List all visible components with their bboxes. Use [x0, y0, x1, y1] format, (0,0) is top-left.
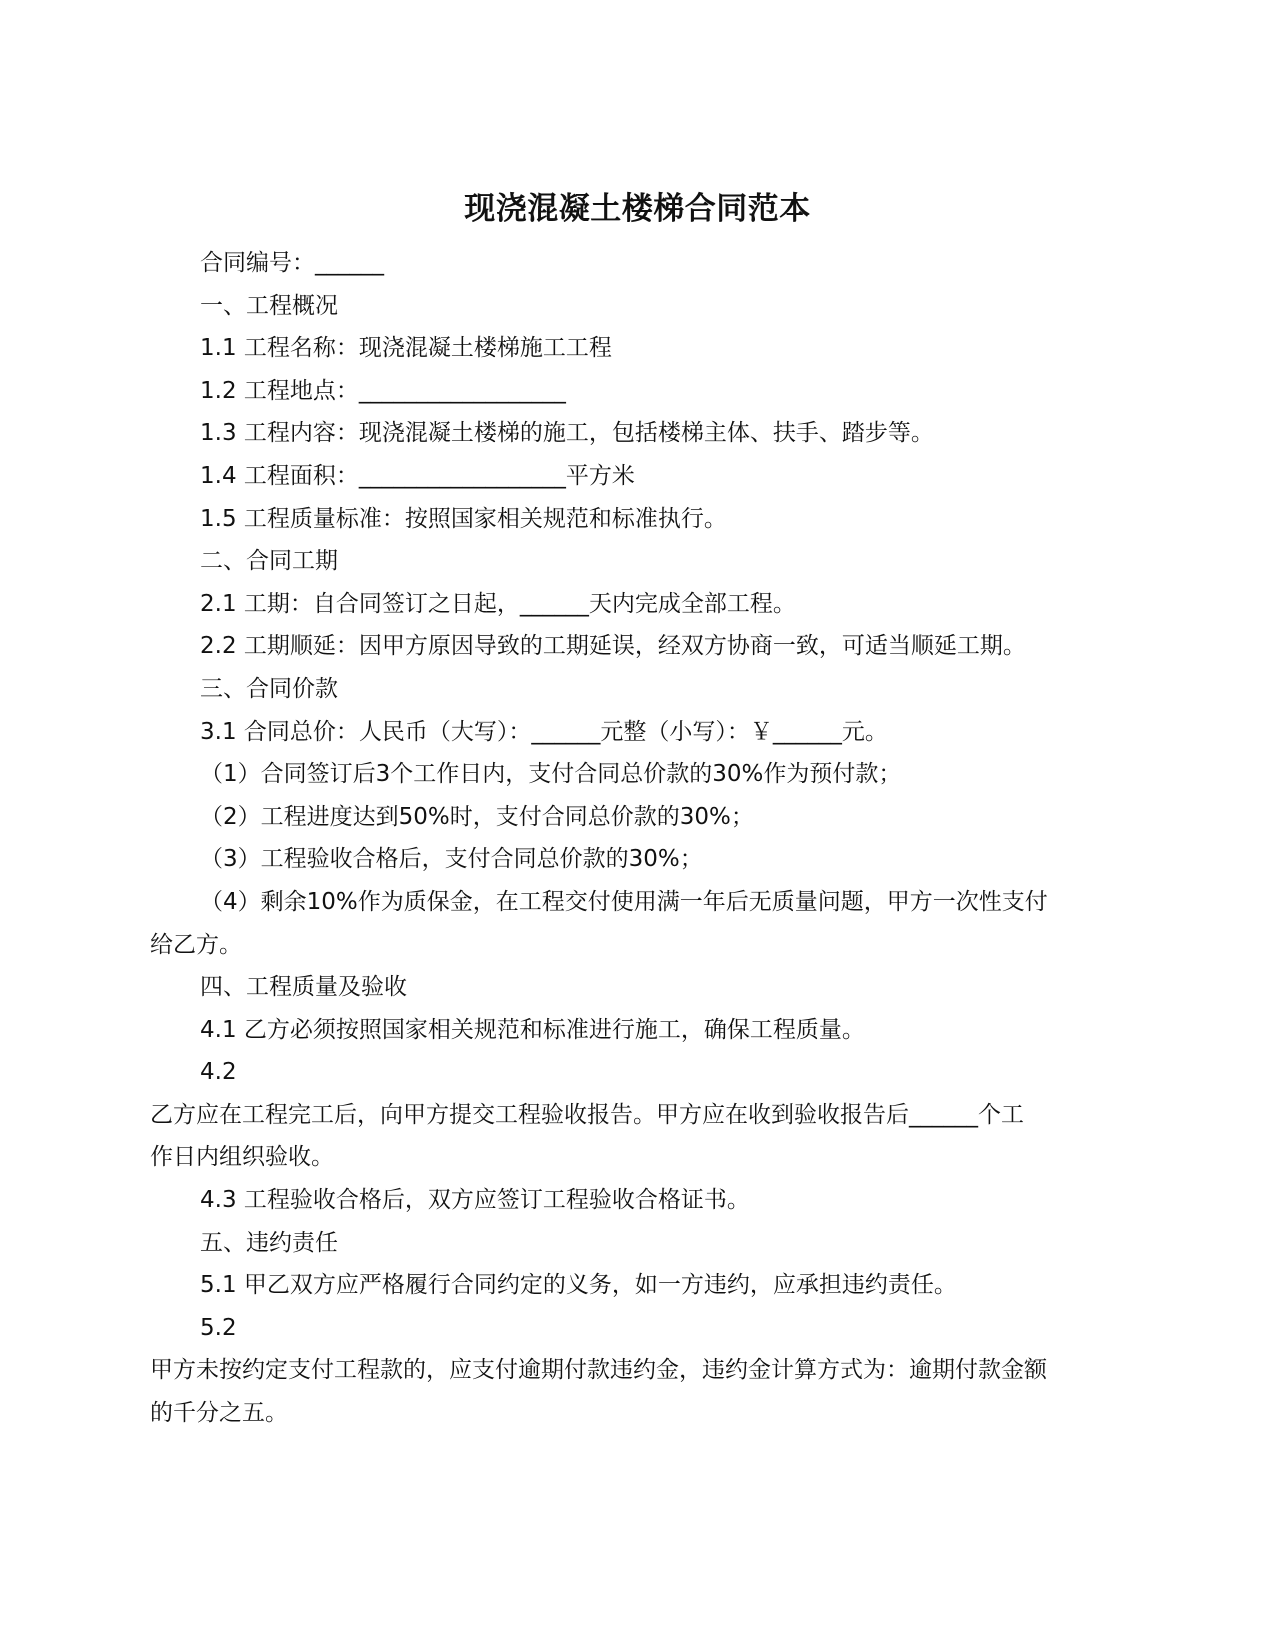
paragraph-line: （2）工程进度达到50%时，支付合同总价款的30%；: [200, 803, 754, 830]
paragraph-line: 1.2 工程地点：__________________: [200, 377, 566, 404]
document-body: [150, 242, 1125, 1435]
paragraph-line: 给乙方。: [150, 931, 242, 958]
paragraph-line: 二、合同工期: [200, 548, 338, 575]
paragraph-line: 一、工程概况: [200, 292, 338, 319]
paragraph-line: （3）工程验收合格后，支付合同总价款的30%；: [200, 846, 703, 873]
paragraph-line: 2.1 工期：自合同签订之日起，______天内完成全部工程。: [200, 590, 796, 617]
paragraph-line: 1.5 工程质量标准：按照国家相关规范和标准执行。: [200, 505, 727, 532]
paragraph-line: 5.1 甲乙双方应严格履行合同约定的义务，如一方违约，应承担违约责任。: [200, 1272, 957, 1299]
paragraph-line: 2.2 工期顺延：因甲方原因导致的工期延误，经双方协商一致，可适当顺延工期。: [200, 633, 1026, 660]
paragraph-line: 4.1 乙方必须按照国家相关规范和标准进行施工，确保工程质量。: [200, 1016, 865, 1043]
page-title: 现浇混凝土楼梯合同范本: [464, 191, 811, 227]
paragraph-line: 的千分之五。: [150, 1400, 288, 1427]
paragraph-line: 4.2: [200, 1059, 237, 1086]
paragraph-line: 5.2: [200, 1314, 237, 1341]
paragraph-line: （4）剩余10%作为质保金，在工程交付使用满一年后无质量问题，甲方一次性支付: [200, 888, 1048, 915]
paragraph-line: 1.4 工程面积：__________________平方米: [200, 462, 635, 489]
paragraph-line: 三、合同价款: [200, 675, 338, 702]
paragraph-line: 作日内组织验收。: [150, 1144, 334, 1171]
paragraph-line: 合同编号：______: [200, 250, 384, 276]
paragraph-line: 4.3 工程验收合格后，双方应签订工程验收合格证书。: [200, 1187, 750, 1214]
paragraph-line: 1.1 工程名称：现浇混凝土楼梯施工工程: [200, 335, 612, 362]
paragraph-line: （1）合同签订后3个工作日内，支付合同总价款的30%作为预付款；: [200, 761, 902, 788]
paragraph-line: 3.1 合同总价：人民币（大写）：______元整（小写）：￥______元。: [200, 718, 888, 745]
paragraph-line: 1.3 工程内容：现浇混凝土楼梯的施工，包括楼梯主体、扶手、踏步等。: [200, 420, 934, 447]
paragraph-line: 四、工程质量及验收: [200, 974, 407, 1001]
paragraph-line: 乙方应在工程完工后，向甲方提交工程验收报告。甲方应在收到验收报告后______个工: [150, 1101, 1024, 1128]
paragraph-line: 五、违约责任: [200, 1229, 338, 1256]
paragraph-line: 甲方未按约定支付工程款的，应支付逾期付款违约金，违约金计算方式为：逾期付款金额: [150, 1357, 1047, 1384]
